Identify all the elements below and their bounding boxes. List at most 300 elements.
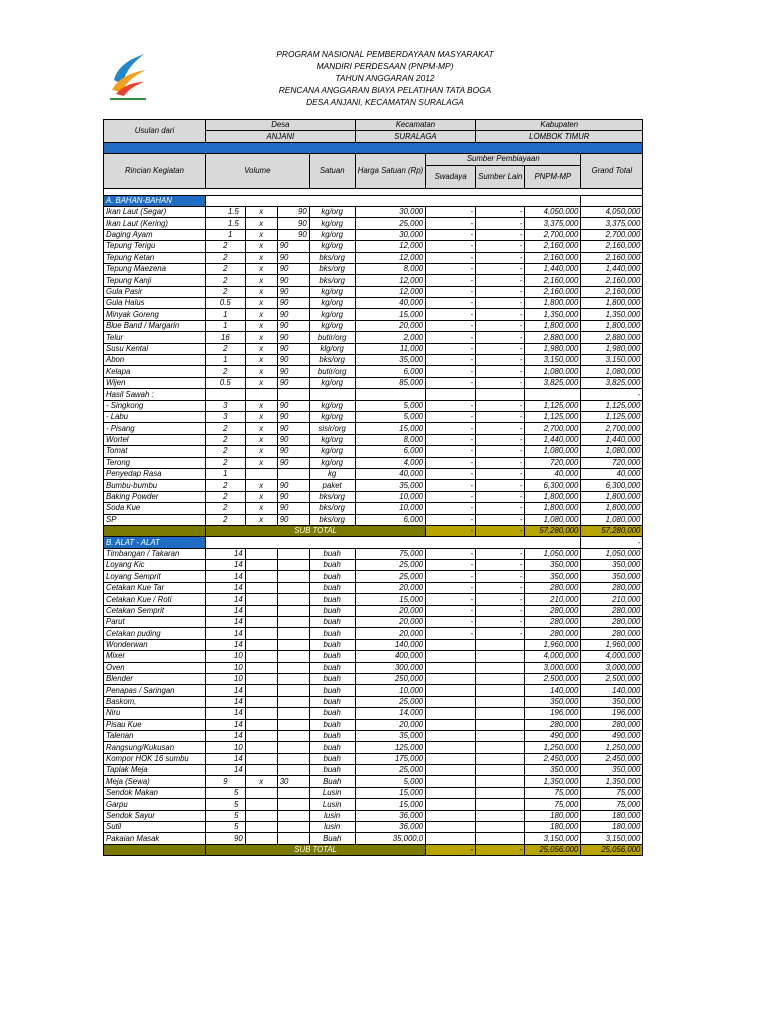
header-line: RENCANA ANGGARAN BIAYA PELATIHAN TATA BOGA <box>278 85 492 95</box>
volume-x: x <box>245 457 277 468</box>
pnpm-amount: 280,000 <box>525 719 581 730</box>
unit-price: 40,000 <box>355 468 425 479</box>
item-name: Baskom, <box>104 696 206 707</box>
unit: kg/org <box>309 320 355 331</box>
empty-cell <box>277 571 309 582</box>
grand-total: 4,050,000 <box>581 206 643 217</box>
table-row <box>104 662 643 673</box>
pnpm-amount: 2,160,000 <box>525 286 581 297</box>
swadaya: - <box>426 309 476 320</box>
volume-qty: 14 <box>206 719 246 730</box>
swadaya <box>426 651 476 662</box>
volume-x: x <box>245 218 277 229</box>
volume-participants <box>277 468 309 479</box>
pnpm-amount: 3,150,000 <box>525 833 581 844</box>
swadaya <box>426 799 476 810</box>
grand-total: 1,080,000 <box>581 514 643 525</box>
table-row <box>104 366 643 377</box>
unit-price: 15,000 <box>355 309 425 320</box>
table-row <box>104 298 643 309</box>
table-row <box>104 218 643 229</box>
empty-cell <box>245 742 277 753</box>
pnpm-amount: 2,500,000 <box>525 673 581 684</box>
volume-x: x <box>245 400 277 411</box>
item-name: Tepung Ketan <box>104 252 206 263</box>
volume-participants: 90 <box>277 457 309 468</box>
item-name: Taplak Meja <box>104 765 206 776</box>
sumber-lain: - <box>476 377 525 388</box>
swadaya <box>426 719 476 730</box>
sumber-lain: - <box>476 491 525 502</box>
unit: bks/org <box>309 252 355 263</box>
unit-price: 20,000 <box>355 605 425 616</box>
empty-cell <box>277 810 309 821</box>
grand-total: 1,440,000 <box>581 263 643 274</box>
pnpm-amount: 1,125,000 <box>525 411 581 422</box>
volume-participants: 90 <box>277 423 309 434</box>
sumber-lain: - <box>476 218 525 229</box>
table-row <box>104 696 643 707</box>
volume-qty: 10 <box>206 673 246 684</box>
sumber-lain: - <box>476 560 525 571</box>
item-name: Sendok Makan <box>104 787 206 798</box>
unit: buah <box>309 594 355 605</box>
item-name: Rangsung/Kukusan <box>104 742 206 753</box>
volume-participants: 90 <box>277 366 309 377</box>
table-row <box>104 309 643 320</box>
sumber-lain: - <box>476 263 525 274</box>
volume-x: x <box>245 411 277 422</box>
table-row <box>104 491 643 502</box>
volume-qty: 1.5 <box>206 218 246 229</box>
unit-price: 30,000 <box>355 229 425 240</box>
empty-cell <box>277 582 309 593</box>
unit: buah <box>309 719 355 730</box>
sumber-lain: - <box>476 400 525 411</box>
grand-total: 1,125,000 <box>581 400 643 411</box>
table-row <box>104 548 643 559</box>
pnpm-amount: 210,000 <box>525 594 581 605</box>
unit-price: 35,000 <box>355 355 425 366</box>
swadaya: - <box>426 457 476 468</box>
swadaya: - <box>426 320 476 331</box>
unit-price: 4,000 <box>355 457 425 468</box>
unit-price: 140,000 <box>355 639 425 650</box>
volume-qty: 2 <box>206 514 246 525</box>
unit-price: 20,000 <box>355 719 425 730</box>
grand-total: 2,450,000 <box>581 753 643 764</box>
header-line: DESA ANJANI, KECAMATAN SURALAGA <box>306 97 464 107</box>
pnpm-amount: 2,160,000 <box>525 252 581 263</box>
pnpm-amount: 1,440,000 <box>525 434 581 445</box>
pnpm-amount: 280,000 <box>525 605 581 616</box>
col-satuan: Satuan <box>309 154 355 188</box>
empty-cell <box>277 628 309 639</box>
table-row <box>104 799 643 810</box>
subtotal-swadaya: - <box>426 844 476 855</box>
swadaya: - <box>426 571 476 582</box>
table-row <box>104 400 643 411</box>
item-name: Wonderwan <box>104 639 206 650</box>
grand-total: 2,880,000 <box>581 332 643 343</box>
table-row <box>104 822 643 833</box>
sumber-lain: - <box>476 480 525 491</box>
pnpm-amount: 1,440,000 <box>525 263 581 274</box>
subtotal-grand-total: 57,280,000 <box>581 525 643 536</box>
unit: buah <box>309 708 355 719</box>
grand-total: 196,000 <box>581 708 643 719</box>
sumber-lain <box>476 673 525 684</box>
grand-total: 140,000 <box>581 685 643 696</box>
volume-participants: 90 <box>277 309 309 320</box>
unit: kg/org <box>309 457 355 468</box>
col-harga: Harga Satuan (Rp) <box>355 154 425 188</box>
item-name: Abon <box>104 355 206 366</box>
usulan-label: Usulan dari <box>104 120 206 143</box>
swadaya: - <box>426 355 476 366</box>
unit: kg/org <box>309 229 355 240</box>
unit-price: 175,000 <box>355 753 425 764</box>
pnpm-amount: 1,800,000 <box>525 298 581 309</box>
table-row <box>104 833 643 844</box>
document-header <box>200 48 570 108</box>
item-name: Kompor HOK 16 sumbu <box>104 753 206 764</box>
unit: buah <box>309 742 355 753</box>
volume-x: x <box>245 377 277 388</box>
grand-total: 1,800,000 <box>581 491 643 502</box>
volume-participants: 90 <box>277 343 309 354</box>
volume-qty: 1.5 <box>206 206 246 217</box>
unit-price: 20,000 <box>355 617 425 628</box>
table-row <box>104 753 643 764</box>
item-name: Tomat <box>104 446 206 457</box>
swadaya: - <box>426 377 476 388</box>
empty-cell <box>245 617 277 628</box>
swadaya: - <box>426 241 476 252</box>
swadaya <box>426 742 476 753</box>
pnpm-logo <box>104 50 152 106</box>
sumber-lain: - <box>476 628 525 639</box>
pnpm-amount: 350,000 <box>525 696 581 707</box>
section-grand-total: - <box>581 537 643 548</box>
swadaya <box>426 776 476 787</box>
item-name: Cetakan Semprit <box>104 605 206 616</box>
empty-cell <box>104 525 206 536</box>
unit: kg/org <box>309 206 355 217</box>
unit-price: 11,000 <box>355 343 425 354</box>
volume-x: x <box>245 229 277 240</box>
unit-price: 12,000 <box>355 241 425 252</box>
unit-price: 6,000 <box>355 366 425 377</box>
table-row <box>104 730 643 741</box>
grand-total: 490,000 <box>581 730 643 741</box>
table-row <box>104 320 643 331</box>
grand-total: 40,000 <box>581 468 643 479</box>
item-name: Blender <box>104 673 206 684</box>
unit-price: 250,000 <box>355 673 425 684</box>
swadaya <box>426 696 476 707</box>
empty-cell <box>245 753 277 764</box>
empty-cell <box>277 685 309 696</box>
volume-qty: 10 <box>206 662 246 673</box>
unit-price: 5,000 <box>355 411 425 422</box>
volume-x <box>245 468 277 479</box>
unit-price: 20,000 <box>355 320 425 331</box>
unit-price: 12,000 <box>355 252 425 263</box>
volume-x: x <box>245 355 277 366</box>
swadaya: - <box>426 229 476 240</box>
volume-qty: 2 <box>206 423 246 434</box>
swadaya: - <box>426 218 476 229</box>
swadaya: - <box>426 286 476 297</box>
volume-x: x <box>245 332 277 343</box>
unit: buah <box>309 605 355 616</box>
swadaya <box>426 708 476 719</box>
grand-total: 720,000 <box>581 457 643 468</box>
grand-total: 1,440,000 <box>581 434 643 445</box>
grand-total: 1,050,000 <box>581 548 643 559</box>
volume-qty: 2 <box>206 491 246 502</box>
unit-price: 40,000 <box>355 298 425 309</box>
volume-qty: 2 <box>206 263 246 274</box>
subtotal-grand-total: 25,056,000 <box>581 844 643 855</box>
empty-cell <box>245 662 277 673</box>
swadaya: - <box>426 514 476 525</box>
col-sumber-lain: Sumber Lain <box>476 165 525 188</box>
empty-cell <box>277 822 309 833</box>
item-name: Wortel <box>104 434 206 445</box>
empty-cell <box>245 708 277 719</box>
sumber-lain: - <box>476 503 525 514</box>
unit: bks/org <box>309 491 355 502</box>
empty-cell <box>245 799 277 810</box>
empty-cell <box>277 662 309 673</box>
section-title: A. BAHAN-BAHAN <box>104 195 206 206</box>
volume-participants: 90 <box>277 514 309 525</box>
item-name: Gula Pasir <box>104 286 206 297</box>
grand-total: 1,125,000 <box>581 411 643 422</box>
unit: kg/org <box>309 434 355 445</box>
sumber-lain <box>476 822 525 833</box>
volume-x: x <box>245 446 277 457</box>
volume-x: x <box>245 206 277 217</box>
table-row <box>104 252 643 263</box>
empty-cell <box>277 651 309 662</box>
table-row <box>104 605 643 616</box>
pnpm-amount: 280,000 <box>525 582 581 593</box>
unit: bks/org <box>309 263 355 274</box>
volume-participants: 90 <box>277 377 309 388</box>
table-row <box>104 457 643 468</box>
unit: Lusin <box>309 799 355 810</box>
item-name: Timbangan / Takaran <box>104 548 206 559</box>
sumber-lain: - <box>476 355 525 366</box>
unit-price: 6,000 <box>355 446 425 457</box>
unit-price <box>355 389 425 400</box>
sumber-lain: - <box>476 457 525 468</box>
unit: bks/org <box>309 514 355 525</box>
volume-qty: 14 <box>206 548 246 559</box>
volume-x: x <box>245 252 277 263</box>
grand-total: 3,825,000 <box>581 377 643 388</box>
sumber-lain: - <box>476 468 525 479</box>
separator-cell <box>104 142 643 153</box>
sumber-lain <box>476 810 525 821</box>
item-name: Susu Kental <box>104 343 206 354</box>
volume-participants: 90 <box>277 206 309 217</box>
item-name: Loyang Semprit <box>104 571 206 582</box>
grand-total: - <box>581 389 643 400</box>
sumber-lain: - <box>476 332 525 343</box>
table-row <box>104 594 643 605</box>
volume-qty: 0.5 <box>206 377 246 388</box>
empty-cell <box>277 639 309 650</box>
empty-cell <box>245 730 277 741</box>
sumber-lain <box>476 696 525 707</box>
grand-total: 180,000 <box>581 810 643 821</box>
volume-participants: 90 <box>277 229 309 240</box>
table-row <box>104 685 643 696</box>
table-row <box>104 617 643 628</box>
grand-total: 3,150,000 <box>581 833 643 844</box>
volume-qty: 14 <box>206 696 246 707</box>
swadaya <box>426 685 476 696</box>
swadaya: - <box>426 594 476 605</box>
swadaya <box>426 389 476 400</box>
unit-price: 8,000 <box>355 263 425 274</box>
unit-price: 35,000.0 <box>355 833 425 844</box>
col-rincian: Rincian Kegiatan <box>104 154 206 188</box>
sumber-lain: - <box>476 594 525 605</box>
table-row <box>104 446 643 457</box>
empty-cell <box>277 765 309 776</box>
volume-participants: 90 <box>277 491 309 502</box>
swadaya: - <box>426 400 476 411</box>
volume-qty: 14 <box>206 730 246 741</box>
volume-x: x <box>245 320 277 331</box>
pnpm-amount: 1,350,000 <box>525 776 581 787</box>
unit-price: 25,000 <box>355 218 425 229</box>
volume-qty: 14 <box>206 765 246 776</box>
grand-total: 3,000,000 <box>581 662 643 673</box>
swadaya <box>426 730 476 741</box>
grand-total: 75,000 <box>581 799 643 810</box>
swadaya: - <box>426 560 476 571</box>
volume-qty: 2 <box>206 446 246 457</box>
sumber-lain: - <box>476 309 525 320</box>
sumber-lain <box>476 708 525 719</box>
table-row <box>104 229 643 240</box>
unit-price: 125,000 <box>355 742 425 753</box>
unit-price: 5,000 <box>355 400 425 411</box>
pnpm-amount: 1,080,000 <box>525 446 581 457</box>
unit: kg/org <box>309 377 355 388</box>
grand-total: 350,000 <box>581 560 643 571</box>
pnpm-amount <box>525 389 581 400</box>
pnpm-amount: 1,080,000 <box>525 366 581 377</box>
swadaya: - <box>426 491 476 502</box>
grand-total: 1,080,000 <box>581 446 643 457</box>
volume-qty: 14 <box>206 560 246 571</box>
empty-cell <box>245 639 277 650</box>
volume-qty <box>206 389 246 400</box>
unit-price: 25,000 <box>355 571 425 582</box>
item-name: SP <box>104 514 206 525</box>
table-row <box>104 241 643 252</box>
sumber-lain <box>476 833 525 844</box>
swadaya: - <box>426 468 476 479</box>
unit-price: 10,000 <box>355 491 425 502</box>
swadaya: - <box>426 206 476 217</box>
grand-total: 2,700,000 <box>581 229 643 240</box>
volume-qty: 2 <box>206 503 246 514</box>
item-name: Meja (Sewa) <box>104 776 206 787</box>
grand-total: 2,160,000 <box>581 286 643 297</box>
pnpm-amount: 75,000 <box>525 799 581 810</box>
grand-total: 1,080,000 <box>581 366 643 377</box>
unit: kg/org <box>309 309 355 320</box>
pnpm-amount: 1,800,000 <box>525 320 581 331</box>
grand-total: 280,000 <box>581 617 643 628</box>
volume-x: x <box>245 366 277 377</box>
unit: bks/org <box>309 503 355 514</box>
sumber-lain: - <box>476 571 525 582</box>
unit-price: 14,000 <box>355 708 425 719</box>
swadaya <box>426 639 476 650</box>
volume-qty: 5 <box>206 787 246 798</box>
sumber-lain <box>476 799 525 810</box>
empty-cell <box>277 673 309 684</box>
grand-total: 2,500,000 <box>581 673 643 684</box>
subtotal-sumber-lain: - <box>476 525 525 536</box>
sumber-lain <box>476 742 525 753</box>
kabupaten-label: Kabupaten <box>476 120 643 131</box>
sumber-lain <box>476 662 525 673</box>
table-row <box>104 776 643 787</box>
volume-participants: 90 <box>277 252 309 263</box>
item-name: Minyak Goreng <box>104 309 206 320</box>
unit-price: 400,000 <box>355 651 425 662</box>
location-row-1 <box>104 120 643 131</box>
item-name: Tepung Maezena <box>104 263 206 274</box>
pnpm-amount: 350,000 <box>525 560 581 571</box>
unit: buah <box>309 560 355 571</box>
sumber-lain: - <box>476 241 525 252</box>
section-title: B. ALAT - ALAT <box>104 537 206 548</box>
swadaya: - <box>426 298 476 309</box>
unit-price: 35,000 <box>355 730 425 741</box>
section-title-row <box>104 195 643 206</box>
table-row <box>104 514 643 525</box>
unit: buah <box>309 685 355 696</box>
pnpm-amount: 1,250,000 <box>525 742 581 753</box>
volume-qty: 2 <box>206 480 246 491</box>
volume-qty: 1 <box>206 355 246 366</box>
table-row <box>104 708 643 719</box>
pnpm-amount: 180,000 <box>525 822 581 833</box>
volume-qty: 5 <box>206 810 246 821</box>
item-name: Pisau Kue <box>104 719 206 730</box>
volume-qty: 10 <box>206 742 246 753</box>
column-header-row-1 <box>104 154 643 165</box>
pnpm-amount: 196,000 <box>525 708 581 719</box>
pnpm-amount: 350,000 <box>525 765 581 776</box>
volume-qty: 5 <box>206 822 246 833</box>
spacer-row <box>104 188 643 195</box>
item-name: Blue Band / Margarin <box>104 320 206 331</box>
volume-x: x <box>245 309 277 320</box>
grand-total: 350,000 <box>581 696 643 707</box>
